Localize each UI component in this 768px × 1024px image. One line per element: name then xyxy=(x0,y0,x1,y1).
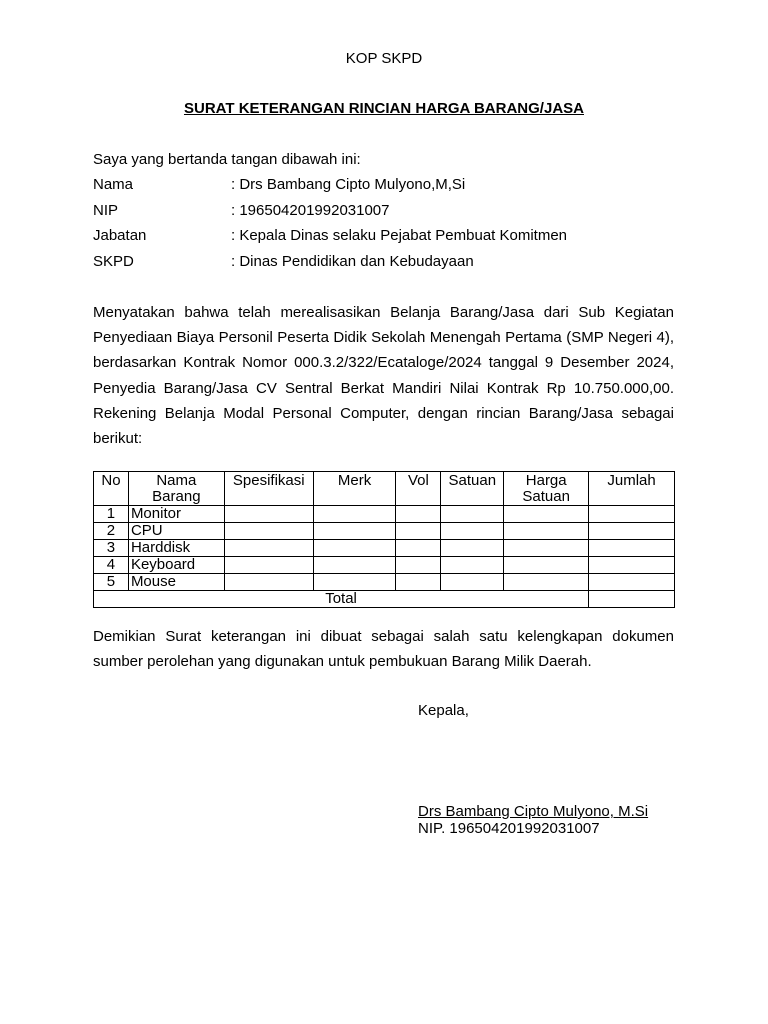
header-satuan: Satuan xyxy=(441,472,504,506)
table-row xyxy=(94,557,675,574)
cell-merk xyxy=(313,557,396,574)
identity-row-nama xyxy=(93,176,567,202)
cell-merk xyxy=(313,574,396,591)
cell-spesifikasi xyxy=(224,523,313,540)
cell-vol xyxy=(396,523,441,540)
signer-name: Drs Bambang Cipto Mulyono, M.Si xyxy=(418,803,649,820)
header-nama-barang xyxy=(128,472,224,506)
header-nama-line2: Barang xyxy=(152,488,201,505)
cell-nama: Monitor xyxy=(128,506,224,523)
header-vol: Vol xyxy=(396,472,441,506)
signature-block xyxy=(418,803,648,837)
cell-spesifikasi xyxy=(224,506,313,523)
cell-satuan xyxy=(441,506,504,523)
cell-harga xyxy=(504,523,589,540)
cell-vol xyxy=(396,574,441,591)
cell-jumlah xyxy=(589,574,675,591)
cell-nama: CPU xyxy=(128,523,224,540)
cell-vol xyxy=(396,540,441,557)
cell-satuan xyxy=(441,523,504,540)
identity-label: NIP xyxy=(93,201,119,219)
cell-spesifikasi xyxy=(224,540,313,557)
header-no: No xyxy=(94,472,129,506)
cell-merk xyxy=(313,506,396,523)
cell-vol xyxy=(396,506,441,523)
cell-satuan xyxy=(441,574,504,591)
identity-value: : Dinas Pendidikan dan Kebudayaan xyxy=(231,252,474,270)
identity-value: : Kepala Dinas selaku Pejabat Pembuat Komitmen xyxy=(231,227,568,244)
identity-row-jabatan xyxy=(93,227,567,253)
header-harga-satuan xyxy=(504,472,589,506)
identity-row-skpd xyxy=(93,253,567,279)
items-table xyxy=(93,471,675,608)
cell-harga xyxy=(504,574,589,591)
table-row xyxy=(94,540,675,557)
cell-spesifikasi xyxy=(224,574,313,591)
closing-paragraph: Demikian Surat keterangan ini dibuat sebagai salah satu kelengkapan dokumen sumber perolehan yang digunakan untuk pembukuan Barang Milik Daerah. xyxy=(93,628,674,671)
identity-label: SKPD xyxy=(93,252,134,270)
cell-no: 1 xyxy=(94,506,129,523)
header-harga-line1: Harga xyxy=(525,472,567,489)
cell-jumlah xyxy=(589,557,675,574)
cell-harga xyxy=(504,540,589,557)
cell-jumlah xyxy=(589,523,675,540)
identity-label: Jabatan xyxy=(93,227,147,244)
header-harga-line2: Satuan xyxy=(522,488,570,505)
table-row xyxy=(94,574,675,591)
header-jumlah: Jumlah xyxy=(589,472,675,506)
cell-harga xyxy=(504,557,589,574)
cell-no: 2 xyxy=(94,523,129,540)
table-header-row xyxy=(94,472,675,506)
cell-no: 5 xyxy=(94,574,129,591)
cell-nama: Keyboard xyxy=(128,557,224,574)
cell-satuan xyxy=(441,540,504,557)
cell-satuan xyxy=(441,557,504,574)
total-label: Total xyxy=(94,591,589,608)
cell-spesifikasi xyxy=(224,557,313,574)
statement-paragraph: Menyatakan bahwa telah merealisasikan Belanja Barang/Jasa dari Sub Kegiatan Penyediaan Biaya Personil Peserta Didik Sekolah Menengah Pertama (SMP Negeri 4), berdasarkan Kontrak Nomor 000.3.2/322/Ecataloge/2024 tanggal 9 Desember 2024, Penyedia Barang/Jasa CV Sentral Berkat Mandiri Nilai Kontrak Rp 10.750.000,00. Rekening Belanja Modal Personal Computer, dengan rincian Barang/Jasa sebagai berikut: xyxy=(93,304,674,448)
identity-value: : 196504201992031007 xyxy=(231,201,390,219)
identity-row-nip xyxy=(93,202,567,228)
header-merk: Merk xyxy=(313,472,396,506)
identity-block xyxy=(93,176,567,278)
intro-text: Saya yang bertanda tangan dibawah ini: xyxy=(93,151,361,168)
identity-label: Nama xyxy=(93,176,134,193)
table-total-row xyxy=(94,591,675,608)
header-spesifikasi: Spesifikasi xyxy=(224,472,313,506)
signature-position: Kepala, xyxy=(418,702,469,719)
cell-merk xyxy=(313,540,396,557)
cell-no: 4 xyxy=(94,557,129,574)
total-value xyxy=(589,591,675,608)
signer-nip: NIP. 196504201992031007 xyxy=(418,820,600,837)
table-row xyxy=(94,506,675,523)
kop-header: KOP SKPD xyxy=(345,50,423,67)
document-title: SURAT KETERANGAN RINCIAN HARGA BARANG/JASA xyxy=(183,100,584,117)
identity-value: : Drs Bambang Cipto Mulyono,M,Si xyxy=(231,176,466,193)
cell-merk xyxy=(313,523,396,540)
table-row xyxy=(94,523,675,540)
cell-nama: Mouse xyxy=(128,574,224,591)
cell-jumlah xyxy=(589,540,675,557)
cell-vol xyxy=(396,557,441,574)
cell-jumlah xyxy=(589,506,675,523)
cell-nama: Harddisk xyxy=(128,540,224,557)
cell-no: 3 xyxy=(94,540,129,557)
cell-harga xyxy=(504,506,589,523)
header-nama-line1: Nama xyxy=(156,472,197,489)
